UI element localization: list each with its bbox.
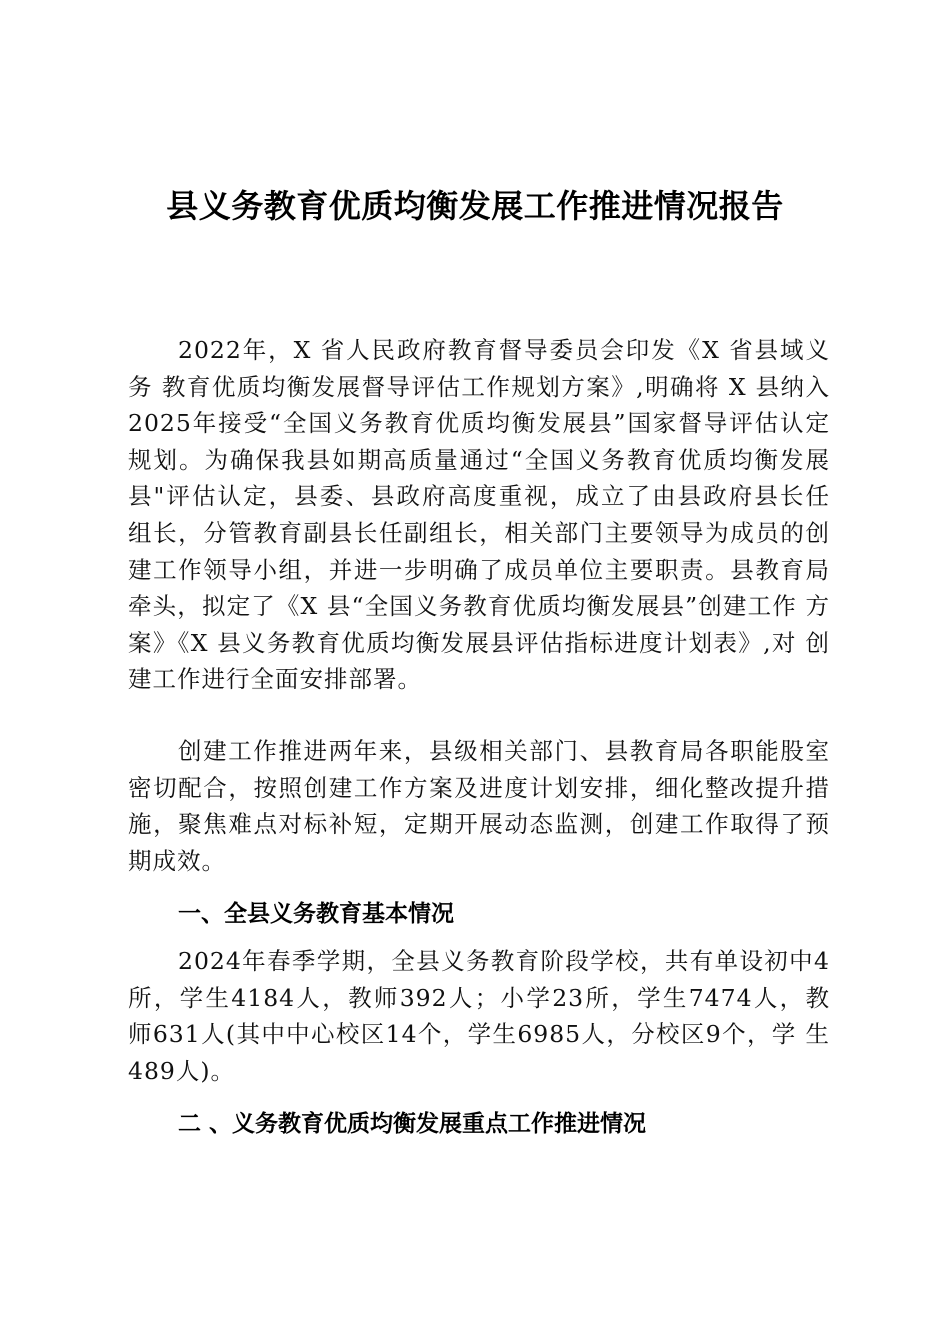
section-heading-basic-situation: 一、全县义务教育基本情况 — [178, 901, 454, 927]
document-title: 县义务教育优质均衡发展工作推进情况报告 — [166, 187, 784, 225]
paragraph-school-statistics: 2024年春季学期，全县义务教育阶段学校，共有单设初中4 所，学生4184人，教师392人；小学23所，学生7474人，教 师631人(其中中心校区14个，学生6985人，分校区9个，学 生489人)。 — [128, 947, 830, 1085]
paragraph-background: 2022年，X 省人民政府教育督导委员会印发《X 省县域义务 教育优质均衡发展督导评估工作规划方案》,明确将 X 县纳入 2025年接受“全国义务教育优质均衡发展县”国家督导评估认定 规划。为确保我县如期高质量通过“全国义务教育优质均衡发展 县"评估认定，县委、县政府高度重视，成立了由县政府县长任 组长，分管教育副县长任副组长，相关部门主要领导为成员的创 建工作领导小组，并进一步明确了成员单位主要职责。县教育局 牵头，拟定了《X 县“全国义务教育优质均衡发展县”创建工作 方案》《X 县义务教育优质均衡发展县评估指标进度计划表》,对 创建工作进行全面安排部署。 — [128, 336, 830, 694]
section-heading-key-work: 二 、义务教育优质均衡发展重点工作推进情况 — [178, 1111, 647, 1137]
paragraph-progress-summary: 创建工作推进两年来，县级相关部门、县教育局各职能股室密切配合，按照创建工作方案及进度计划安排，细化整改提升措施，聚焦难点对标补短，定期开展动态监测，创建工作取得了预期成效。 — [128, 737, 830, 875]
